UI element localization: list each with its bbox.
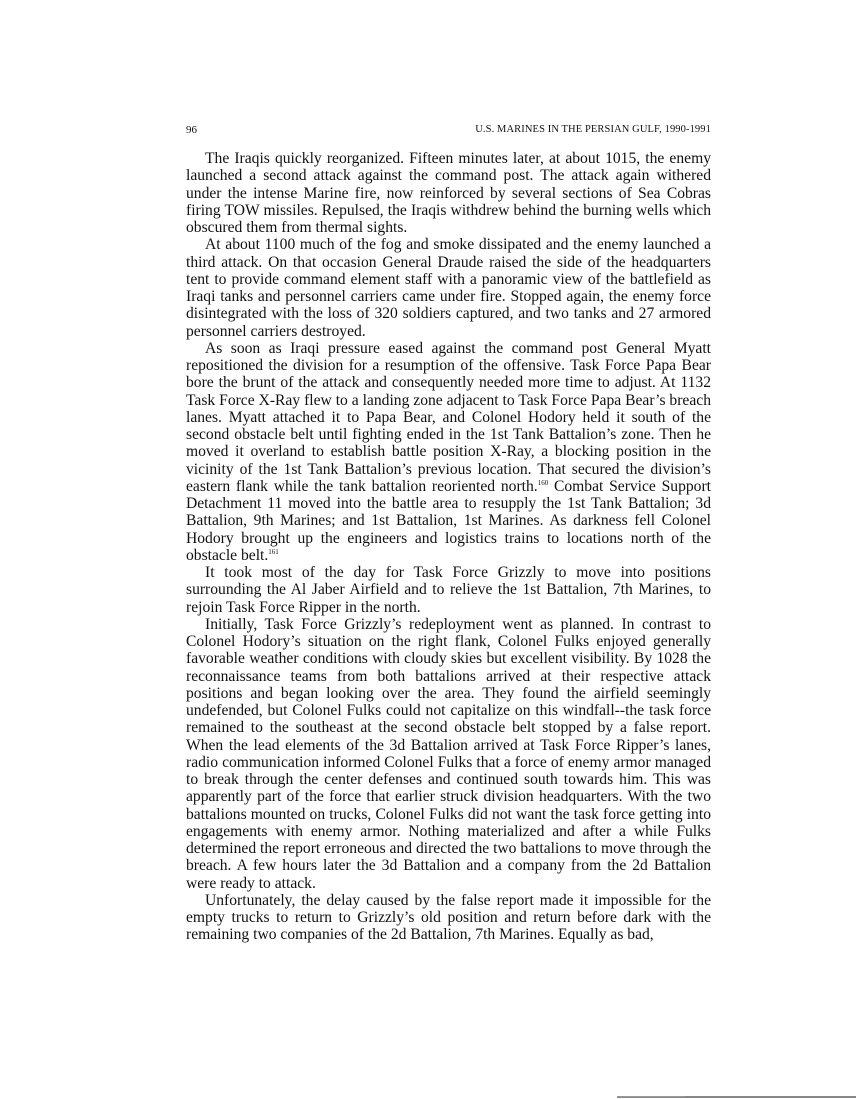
footnote-reference: 161 (268, 547, 279, 556)
paragraph (186, 340, 711, 564)
footer-rule (617, 1096, 856, 1098)
paragraph-text: As soon as Iraqi pressure eased against the command post General Myatt repositioned the division for a resumption of the offensive. Task Force Papa Bear bore the brunt of the attack and consequently needed more time to adjust. At 1132 Task Force X-Ray flew to a landing zone adjacent to Task Force Papa Bear’s breach lanes. Myatt attached it to Papa Bear, and Colonel Hodory held it south of the second obstacle belt until fighting ended in the 1st Tank Battalion’s zone. Then he moved it overland to establish battle position X-Ray, a blocking position in the vicinity of the 1st Tank Battalion’s previous location. That secured the division’s eastern flank while the tank battalion reoriented north. (186, 339, 711, 495)
paragraph: The Iraqis quickly reorganized. Fifteen minutes later, at about 1015, the enemy launched a second attack against the command post. The attack again withered under the intense Marine fire, now reinforced by several sections of Sea Cobras firing TOW missiles. Repulsed, the Iraqis withdrew behind the burning wells which obscured them from thermal sights. (186, 150, 711, 236)
paragraph-text: Combat Service Support Detachment 11 moved into the battle area to resupply the 1st Tank Battalion; 3d Battalion, 9th Marines; and 1st Battalion, 1st Marines. As darkness fell Colonel Hodory brought up the engineers and logistics trains to locations north of the obstacle belt. (186, 477, 712, 564)
footer-rule-segment (617, 1096, 685, 1097)
paragraph: It took most of the day for Task Force Grizzly to move into positions surrounding the Al Jaber Airfield and to relieve the 1st Battalion, 7th Marines, to rejoin Task Force Ripper in the north. (186, 564, 711, 616)
paragraph: Unfortunately, the delay caused by the false report made it impossible for the empty trucks to return to Grizzly’s old position and return before dark with the remaining two companies of the 2d Battalion, 7th Marines. Equally as bad, (186, 891, 711, 944)
running-head: U.S. MARINES IN THE PERSIAN GULF, 1990-1991 (475, 124, 711, 135)
paragraph: Initially, Task Force Grizzly’s redeployment went as planned. In contrast to Colonel Hodory’s situation on the right flank, Colonel Fulks enjoyed generally favorable weather conditions with cloudy skies but excellent visibility. By 1028 the reconnaissance teams from both battalions arrived at their respective attack positions and began looking over the area. They found the airfield seemingly undefended, but Colonel Fulks could not capitalize on this windfall--the task force remained to the southeast at the second obstacle belt stopped by a false report. When the lead elements of the 3d Battalion arrived at Task Force Ripper’s lanes, radio communication informed Colonel Fulks that a force of enemy armor managed to break through the center defenses and continued south towards him. This was apparently part of the force that earlier struck division headquarters. With the two battalions mounted on trucks, Colonel Fulks did not want the task force getting into engagements with enemy armor. Nothing materialized and after a while Fulks determined the report erroneous and directed the two battalions to move through the breach. A few hours later the 3d Battalion and a company from the 2d Battalion were ready to attack. (186, 615, 711, 892)
body-text (186, 150, 711, 944)
page-number: 96 (186, 124, 197, 136)
paragraph: At about 1100 much of the fog and smoke dissipated and the enemy launched a third attack. On that occasion General Draude raised the side of the headquarters tent to provide command element staff with a panoramic view of the battlefield as Iraqi tanks and personnel carriers came under fire. Stopped again, the enemy force disintegrated with the loss of 320 soldiers captured, and two tanks and 27 armored personnel carriers destroyed. (186, 236, 711, 340)
footnote-reference: 160 (537, 478, 549, 487)
